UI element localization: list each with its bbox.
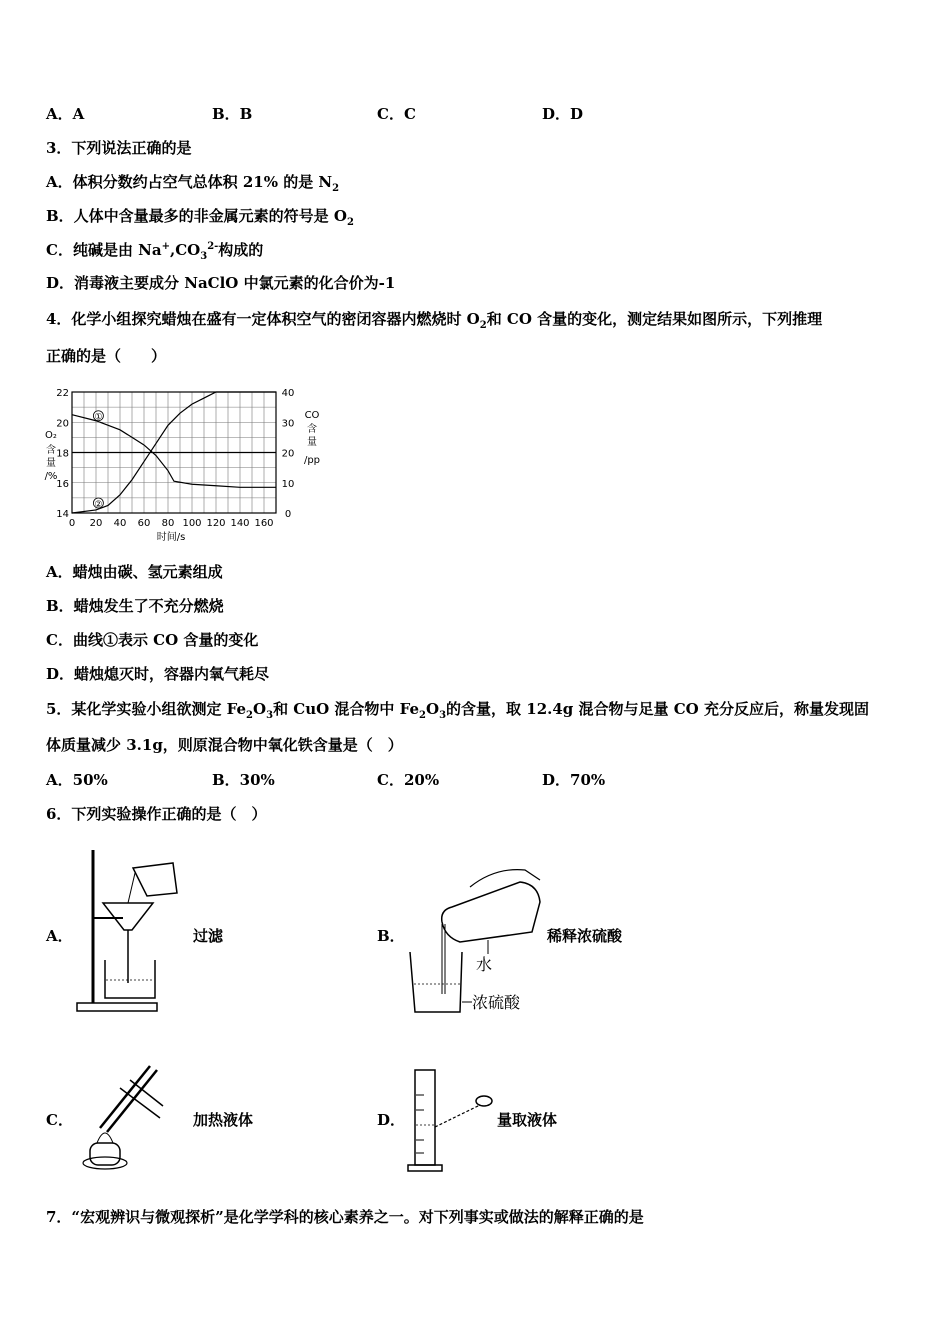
chart-right-axis-label bbox=[304, 410, 320, 466]
q3-option-d: D．消毒液主要成分 NaClO 中氯元素的化合价为-1 bbox=[46, 274, 396, 292]
y-tick-label: 20 bbox=[56, 418, 69, 430]
y-tick-label: 22 bbox=[56, 388, 69, 399]
series-label-2: ② bbox=[94, 499, 103, 510]
filtration-apparatus-icon bbox=[75, 848, 195, 1018]
q3-stem: 3．下列说法正确的是 bbox=[46, 139, 192, 157]
dilution-apparatus-icon bbox=[400, 862, 550, 1022]
q6-d-text: 量取液体 bbox=[497, 1111, 558, 1129]
chart-ticks bbox=[56, 388, 294, 529]
q6-a-letter: A． bbox=[46, 927, 73, 945]
svg-text:/pp: /pp bbox=[303, 455, 321, 466]
svg-text:含: 含 bbox=[307, 424, 317, 435]
svg-text:O₂: O₂ bbox=[45, 430, 57, 441]
q5-option-d: D．70% bbox=[542, 771, 606, 789]
q5-option-c: C．20% bbox=[377, 771, 440, 789]
q4-stem-line2: 正确的是（ ） bbox=[46, 347, 167, 365]
x-tick-label: 120 bbox=[206, 518, 226, 529]
heating-apparatus-icon bbox=[75, 1058, 185, 1173]
y-tick-label: 16 bbox=[56, 478, 69, 490]
q3-option-b: B．人体中含量最多的非金属元素的符号是 $O_2$ bbox=[46, 207, 354, 228]
x-tick-label: 0 bbox=[68, 518, 76, 529]
q4-option-d: D．蜡烛熄灭时，容器内氧气耗尽 bbox=[46, 665, 270, 683]
y-tick-label: 18 bbox=[56, 448, 69, 460]
measuring-cylinder-icon bbox=[400, 1065, 500, 1175]
svg-text:量: 量 bbox=[46, 458, 56, 469]
x-tick-label: 140 bbox=[230, 518, 250, 529]
acid-label: 浓硫酸 bbox=[472, 993, 521, 1012]
q6-d-letter: D． bbox=[377, 1111, 406, 1129]
y2-tick-label: 20 bbox=[281, 448, 295, 460]
q6-a-text: 过滤 bbox=[193, 927, 224, 945]
q6-b-letter: B． bbox=[377, 927, 405, 945]
y-tick-label: 14 bbox=[56, 509, 69, 520]
q2-option-d: D．D bbox=[542, 105, 584, 123]
q5-option-a: A．50% bbox=[46, 771, 108, 789]
q5-stem-line1: 5．某化学实验小组欲测定 $Fe_2O_3$和 CuO 混合物中 $Fe_2O_3$的含量，取 12.4g 混合物与足量 CO 充分反应后，称量发现固 bbox=[46, 700, 869, 721]
water-label: 水 bbox=[475, 955, 493, 974]
q5-option-b: B．30% bbox=[212, 771, 275, 789]
x-tick-label: 60 bbox=[137, 518, 151, 529]
y2-tick-label: 0 bbox=[284, 509, 292, 520]
q4-option-a: A．蜡烛由碳、氢元素组成 bbox=[46, 563, 223, 581]
x-tick-label: 100 bbox=[182, 518, 202, 529]
svg-text:/%: /% bbox=[44, 471, 58, 482]
q4-option-c: C．曲线①表示 CO 含量的变化 bbox=[46, 631, 259, 649]
x-tick-label: 80 bbox=[161, 518, 175, 529]
x-tick-label: 40 bbox=[113, 518, 127, 529]
svg-text:CO: CO bbox=[304, 410, 320, 421]
o2-co-chart bbox=[40, 380, 340, 545]
y2-tick-label: 30 bbox=[281, 418, 295, 430]
q6-stem: 6．下列实验操作正确的是（ ） bbox=[46, 805, 267, 823]
x-tick-label: 20 bbox=[89, 518, 103, 529]
q2-option-b: B．B bbox=[212, 105, 253, 123]
q6-c-text: 加热液体 bbox=[193, 1111, 254, 1129]
q4-stem-line1: 4．化学小组探究蜡烛在盛有一定体积空气的密闭容器内燃烧时 $O_2$和 CO 含量的变化，测定结果如图所示，下列推理 bbox=[46, 310, 823, 331]
q4-option-b: B．蜡烛发生了不充分燃烧 bbox=[46, 597, 224, 615]
y2-tick-label: 10 bbox=[281, 478, 295, 490]
series-label-1: ① bbox=[94, 412, 103, 423]
q3-option-a: A．体积分数约占空气总体积 21% 的是 $N_2$ bbox=[46, 173, 340, 194]
x-tick-label: 160 bbox=[254, 518, 274, 529]
series-line-1 bbox=[72, 412, 276, 488]
q6-b-text: 稀释浓硫酸 bbox=[547, 927, 623, 945]
svg-text:量: 量 bbox=[307, 437, 317, 448]
q2-option-a: A．A bbox=[46, 105, 85, 123]
q6-c-letter: C． bbox=[46, 1111, 73, 1129]
q2-option-c: C．C bbox=[377, 105, 416, 123]
q7-stem: 7．“宏观辨识与微观探析”是化学学科的核心素养之一。对下列事实或做法的解释正确的是 bbox=[46, 1208, 644, 1226]
chart-x-axis-label: 时间/s bbox=[156, 532, 186, 543]
svg-text:含: 含 bbox=[46, 445, 56, 456]
chart-grid bbox=[72, 392, 276, 513]
y2-tick-label: 40 bbox=[281, 388, 295, 399]
q5-stem-line2: 体质量减少 3.1g，则原混合物中氧化铁含量是（ ） bbox=[46, 736, 403, 754]
q3-option-c: C．纯碱是由 $Na^+,CO_3^{2-}$构成的 bbox=[46, 241, 264, 262]
